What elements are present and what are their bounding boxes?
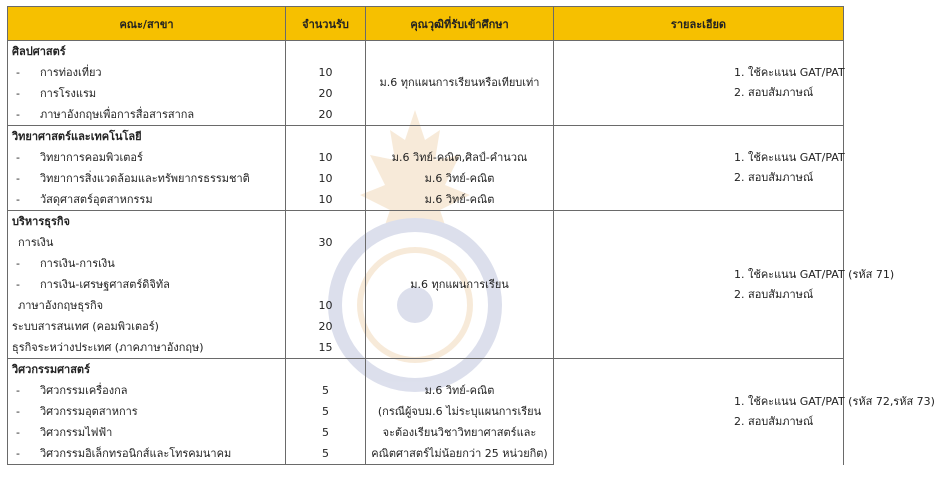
details-line: 2. สอบสัมภาษณ์: [734, 287, 814, 301]
program-name: วิศวกรรมอุตสาหการ: [40, 405, 138, 418]
faculty-row: [8, 126, 844, 148]
qualification-text: (กรณีผู้จบม.6 ไม่ระบุแผนการเรียน: [366, 401, 554, 422]
program-row: - วัสดุศาสตร์อุตสาหกรรม 10 ม.6 วิทย์-คณิต: [8, 189, 844, 211]
admission-table: [7, 6, 935, 465]
header-quota: จำนวนรับ: [286, 7, 366, 41]
program-quota: 5: [286, 380, 366, 401]
header-faculty: คณะ/สาขา: [8, 7, 286, 41]
details-line: 1. ใช้คะแนน GAT/PAT: [734, 151, 845, 164]
program-name: การเงิน-การเงิน: [40, 257, 115, 270]
details-cell: [554, 211, 895, 359]
program-row: - วิทยาการคอมพิวเตอร์ 10 ม.6 วิทย์-คณิต,ศิลป์-คำนวณ: [8, 147, 844, 168]
program-quota: 20: [286, 316, 366, 337]
program-name: ภาษาอังกฤษธุรกิจ: [18, 299, 104, 312]
program-name: วัสดุศาสตร์อุตสาหกรรม: [40, 193, 153, 206]
details-line: 1. ใช้คะแนน GAT/PAT (รหัส 71): [734, 267, 895, 281]
program-row: - ภาษาอังกฤษเพื่อการสื่อสารสากล 20: [8, 104, 844, 126]
program-quota: 20: [286, 104, 366, 126]
details-line: 2. สอบสัมภาษณ์: [734, 171, 814, 184]
faculty-row: [8, 359, 844, 381]
qualification-text: ม.6 วิทย์-คณิต: [366, 168, 554, 189]
faculty-row: [8, 41, 844, 63]
program-name: วิศวกรรมอิเล็กทรอนิกส์และโทรคมนาคม: [40, 447, 232, 460]
program-name: การท่องเที่ยว: [40, 66, 102, 79]
qualification-text: ม.6 วิทย์-คณิต: [366, 189, 554, 211]
program-quota: 10: [286, 62, 366, 83]
program-name: การเงิน: [18, 236, 54, 249]
faculty-name: บริหารธุรกิจ: [8, 211, 286, 233]
program-name: วิทยาการคอมพิวเตอร์: [40, 151, 143, 164]
qualification-cell: [366, 211, 554, 359]
program-row: - วิศวกรรมอุตสาหการ 5 (กรณีผู้จบม.6 ไม่ระบุแผนการเรียน: [8, 401, 844, 422]
table-header-row: [8, 7, 844, 41]
program-name: วิทยาการสิ่งแวดล้อมและทรัพยากรธรรมชาติ: [40, 172, 250, 185]
header-details: รายละเอียด: [554, 7, 844, 41]
program-quota: 5: [286, 443, 366, 465]
program-row: - การโรงแรม 20: [8, 83, 844, 104]
program-row: - การเงิน-การเงิน: [8, 253, 844, 274]
qualification-text: ม.6 ทุกแผนการเรียน: [410, 277, 509, 291]
program-row: - วิศวกรรมเครื่องกล 5 ม.6 วิทย์-คณิต: [8, 380, 844, 401]
program-name: การโรงแรม: [40, 87, 97, 100]
faculty-name: วิศวกรรมศาสตร์: [8, 359, 286, 381]
program-quota: 5: [286, 401, 366, 422]
qualification-text: คณิตศาสตร์ไม่น้อยกว่า 25 หน่วยกิต): [366, 443, 554, 465]
program-name: วิศวกรรมเครื่องกล: [40, 384, 128, 397]
qualification-text: ม.6 วิทย์-คณิต: [366, 380, 554, 401]
program-row: - การเงิน-เศรษฐศาสตร์ดิจิทัล: [8, 274, 844, 295]
program-quota: [286, 253, 366, 274]
qualification-text: จะต้องเรียนวิชาวิทยาศาสตร์และ: [366, 422, 554, 443]
details-cell: [554, 126, 844, 211]
program-quota: 10: [286, 147, 366, 168]
program-quota: 30: [286, 232, 366, 253]
details-line: 2. สอบสัมภาษณ์: [734, 86, 814, 99]
program-quota: 5: [286, 422, 366, 443]
program-quota: 10: [286, 189, 366, 211]
faculty-name: ศิลปศาสตร์: [8, 41, 286, 63]
faculty-row: [8, 211, 844, 233]
program-name: ระบบสารสนเทศ (คอมพิวเตอร์): [12, 320, 159, 333]
qualification-text: ม.6 วิทย์-คณิต,ศิลป์-คำนวณ: [366, 147, 554, 168]
program-row: - วิศวกรรมไฟฟ้า 5 จะต้องเรียนวิชาวิทยาศาสตร์และ: [8, 422, 844, 443]
program-name: ธุรกิจระหว่างประเทศ (ภาคภาษาอังกฤษ): [12, 341, 204, 354]
details-line: 1. ใช้คะแนน GAT/PAT (รหัส 72,รหัส 73): [734, 394, 935, 408]
program-name: วิศวกรรมไฟฟ้า: [40, 426, 113, 439]
details-line: 1. ใช้คะแนน GAT/PAT: [734, 66, 845, 79]
header-qualification: คุณวุฒิที่รับเข้าศึกษา: [366, 7, 554, 41]
details-cell: [554, 359, 935, 465]
program-quota: 20: [286, 83, 366, 104]
faculty-name: วิทยาศาสตร์และเทคโนโลยี: [8, 126, 286, 148]
program-quota: 15: [286, 337, 366, 359]
qualification-cell: [366, 41, 554, 126]
program-row: - การท่องเที่ยว 10: [8, 62, 844, 83]
program-row: - วิทยาการสิ่งแวดล้อมและทรัพยากรธรรมชาติ 10 ม.6 วิทย์-คณิต: [8, 168, 844, 189]
details-cell: [554, 41, 844, 126]
program-name: การเงิน-เศรษฐศาสตร์ดิจิทัล: [40, 278, 170, 291]
program-quota: 10: [286, 295, 366, 316]
program-quota: 10: [286, 168, 366, 189]
program-quota: [286, 274, 366, 295]
details-line: 2. สอบสัมภาษณ์: [734, 414, 814, 428]
program-row: - วิศวกรรมอิเล็กทรอนิกส์และโทรคมนาคม 5 คณิตศาสตร์ไม่น้อยกว่า 25 หน่วยกิต): [8, 443, 844, 465]
qualification-text: ม.6 ทุกแผนการเรียนหรือเทียบเท่า: [379, 76, 540, 89]
program-name: ภาษาอังกฤษเพื่อการสื่อสารสากล: [40, 108, 195, 121]
